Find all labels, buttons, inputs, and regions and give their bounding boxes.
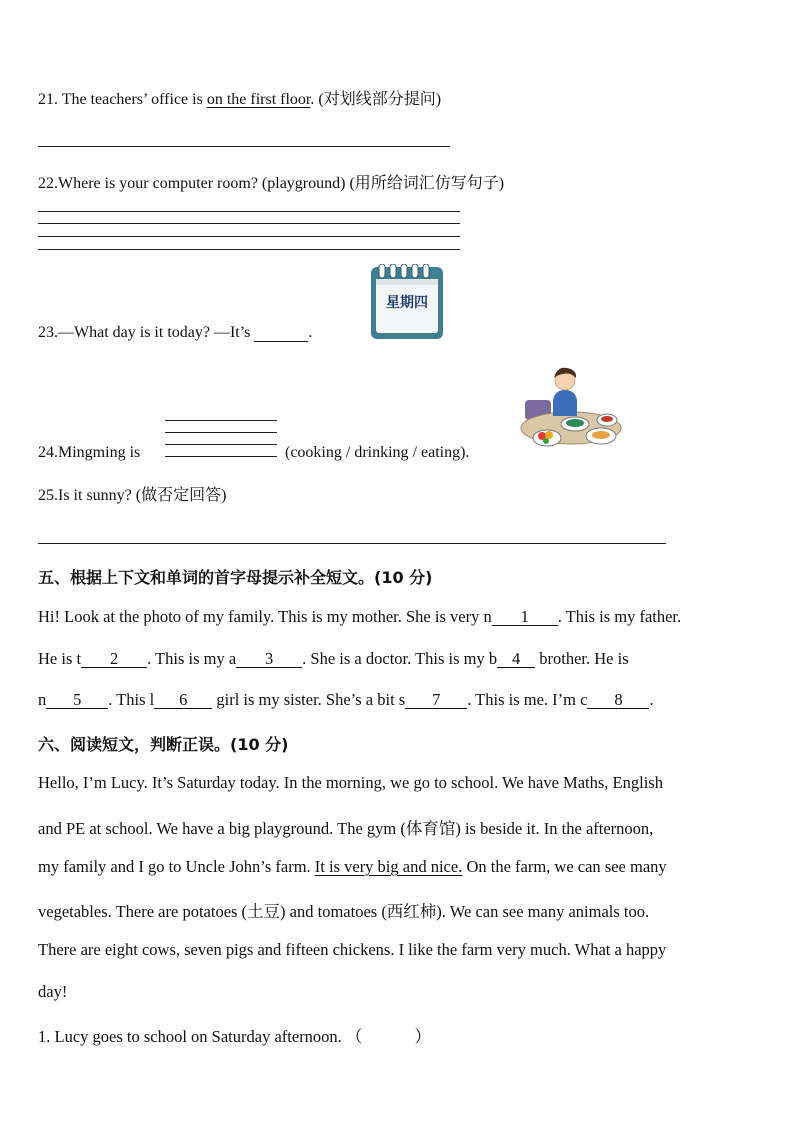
question-25: 25.Is it sunny? (做否定回答) [38,487,227,504]
answer-line-22a[interactable] [38,211,460,212]
passage6-underlined: It is very big and nice. [314,857,463,876]
boy-eating-image [515,366,623,454]
passage5-line-3: n 5 . This l 6 girl is my sister. She’s a bit s 7 . This is me. I’m c 8 . [38,690,654,709]
blank-4[interactable]: 4 [497,651,535,668]
question-23: 23.—What day is it today? —It’s . [38,324,313,341]
answer-line-21[interactable] [38,146,450,147]
blank-3[interactable]: 3 [236,651,302,668]
answer-line-22d[interactable] [38,249,460,250]
blank-8[interactable]: 8 [587,692,649,709]
passage6-line-6: day! [38,982,68,1001]
passage6-line-3: my family and I go to Uncle John’s farm. It is very big and nice. On the farm, we can see many [38,857,667,876]
blank-1[interactable]: 1 [492,609,558,626]
answer-line-22b[interactable] [38,223,460,224]
answer-line-24d[interactable] [165,456,277,457]
question-24-options: (cooking / drinking / eating). [285,444,470,461]
answer-line-24b[interactable] [165,432,277,433]
answer-line-24c[interactable] [165,444,277,445]
answer-line-25[interactable] [38,543,666,544]
tf-answer-1[interactable] [362,1029,414,1045]
passage6-line-4: vegetables. There are potatoes (土豆) and tomatoes (西红柿). We can see many animals too. [38,902,650,921]
blank-5[interactable]: 5 [46,692,108,709]
blank-7[interactable]: 7 [405,692,467,709]
question-21: 21. The teachers’ office is on the first floor. (对划线部分提问) [38,91,442,108]
passage6-line-5: There are eight cows, seven pigs and fifteen chickens. I like the farm very much. What a happy [38,940,667,959]
section-5-heading: 五、根据上下文和单词的首字母提示补全短文。(10 分) [38,568,433,587]
answer-line-24a[interactable] [165,420,277,421]
q21-underlined: on the first floor [206,91,311,108]
true-false-1: 1. Lucy goes to school on Saturday afternoon. （ ） [38,1027,431,1046]
section-6-heading: 六、阅读短文，判断正误。(10 分) [38,735,289,754]
blank-6[interactable]: 6 [154,692,212,709]
answer-blank-23[interactable] [254,325,308,342]
question-24-lead: 24.Mingming is [38,444,141,461]
blank-2[interactable]: 2 [81,651,147,668]
passage5-line-2: He is t 2 . This is my a 3 . She is a doctor. This is my b 4 brother. He is [38,649,629,668]
passage6-line-1: Hello, I’m Lucy. It’s Saturday today. In the morning, we go to school. We have Maths, English [38,773,663,792]
calendar-icon [370,264,444,340]
calendar-label: 星期四 [386,295,428,311]
question-22: 22.Where is your computer room? (playground) (用所给词汇仿写句子) [38,175,505,192]
q21-number: 21 [38,91,54,108]
answer-line-22c[interactable] [38,236,460,237]
passage5-line-1: Hi! Look at the photo of my family. This is my mother. She is very n 1 . This is my father. [38,607,682,626]
passage6-line-2: and PE at school. We have a big playground. The gym (体育馆) is beside it. In the afternoon, [38,819,654,838]
